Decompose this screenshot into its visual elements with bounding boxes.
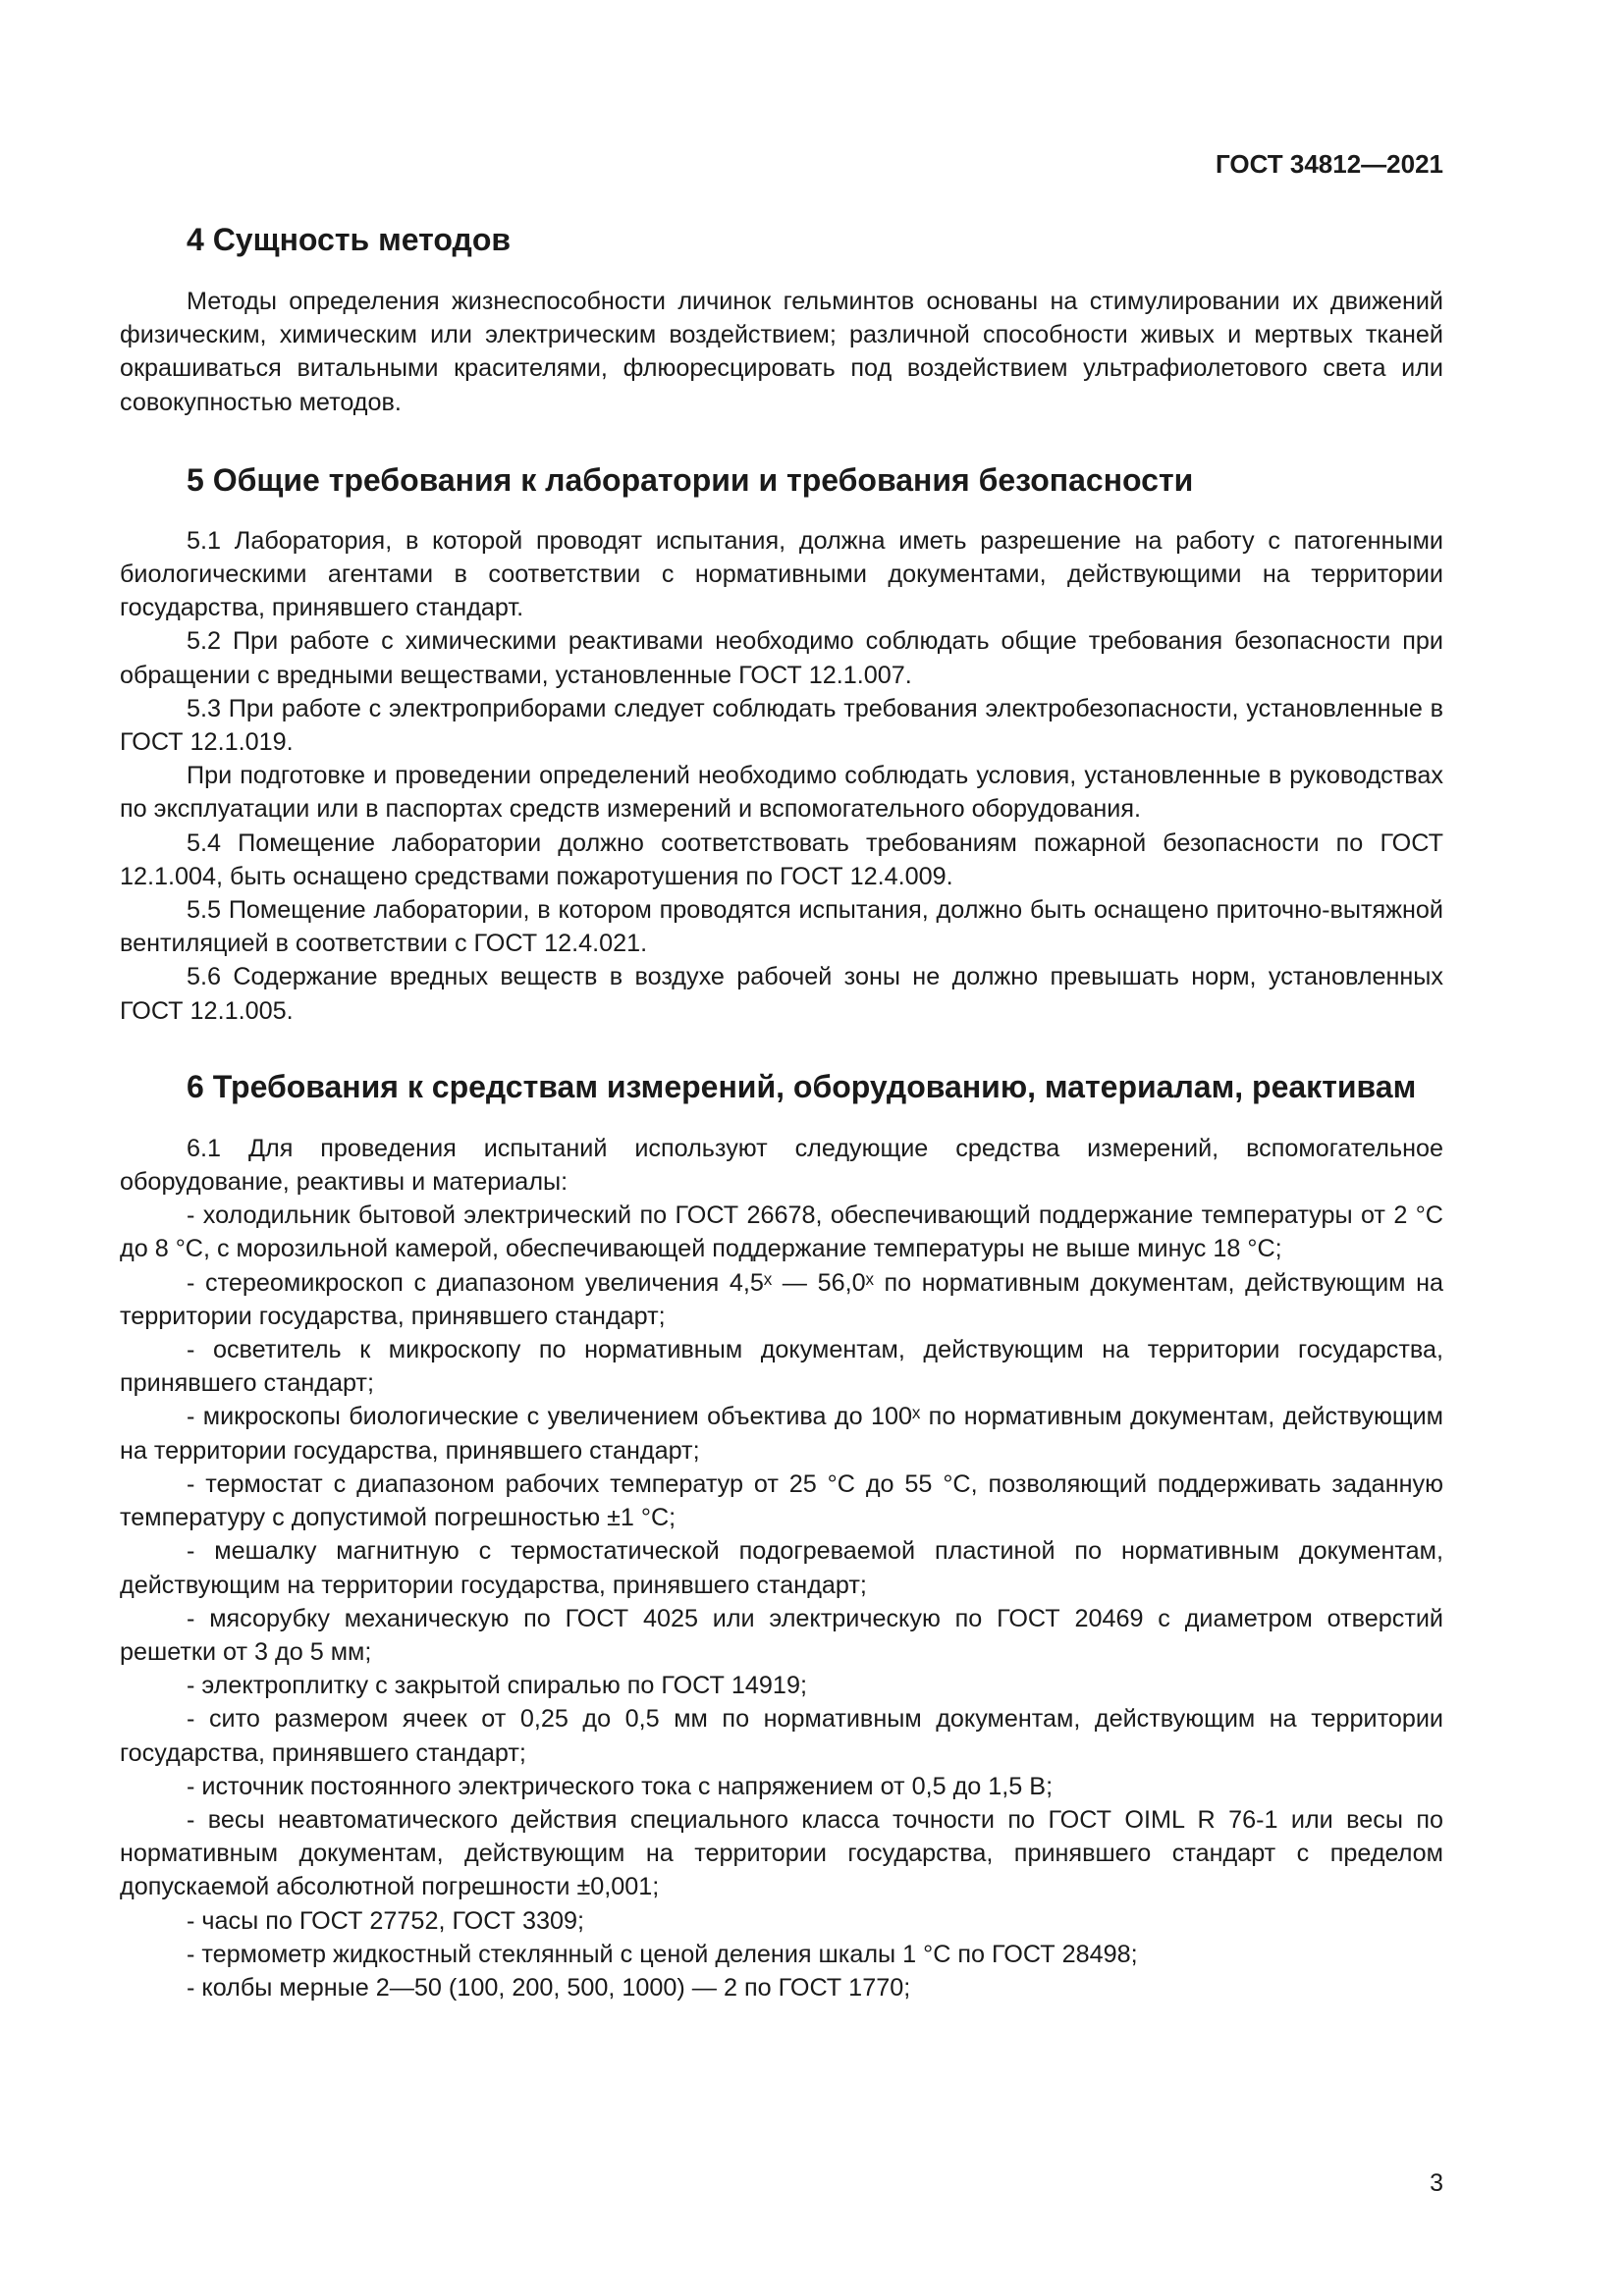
list-item: - часы по ГОСТ 27752, ГОСТ 3309; xyxy=(187,1906,585,1935)
page-number: 3 xyxy=(1430,2169,1443,2197)
list-item: - стереомикроскоп с диапазоном увеличения 4,5ˣ — 56,0ˣ по нормативным документам, действующим на территории государства, принявшего стандарт; xyxy=(120,1268,1443,1330)
list-item: - мешалку магнитную с термостатической подогреваемой пластиной по нормативным документам, действующим на территории государства, принявшего стандарт; xyxy=(120,1537,1443,1599)
paragraph-6-1: 6.1 Для проведения испытаний используют следующие средства измерений, вспомогательное оборудование, реактивы и материалы: xyxy=(120,1134,1443,1197)
paragraph-5-5: 5.5 Помещение лаборатории, в котором проводятся испытания, должно быть оснащено приточно-вытяжной вентиляцией в соответствии с ГОСТ 12.4.021. xyxy=(120,896,1443,958)
paragraph-5-1: 5.1 Лаборатория, в которой проводят испытания, должна иметь разрешение на работу с патогенными биологическими агентами в соответствии с нормативными документами, действующими на территории государства, принявшего стандарт. xyxy=(120,526,1443,622)
list-item: - термометр жидкостный стеклянный с ценой деления шкалы 1 °С по ГОСТ 28498; xyxy=(187,1940,1138,1968)
paragraph-5-3: 5.3 При работе с электроприборами следует соблюдать требования электробезопасности, установленные в ГОСТ 12.1.019. xyxy=(120,694,1443,757)
paragraph: При подготовке и проведении определений необходимо соблюдать условия, установленные в руководствах по эксплуатации или в паспортах средств измерений и вспомогательного оборудования. xyxy=(120,762,1443,824)
list-item: - микроскопы биологические с увеличением объектива до 100ˣ по нормативным документам, действующим на территории государства, принявшего стандарт; xyxy=(120,1403,1443,1465)
document-body xyxy=(120,220,1443,2004)
paragraph-5-4: 5.4 Помещение лаборатории должно соответствовать требованиям пожарной безопасности по ГОСТ 12.1.004, быть оснащено средствами пожаротушения по ГОСТ 12.4.009. xyxy=(120,828,1443,890)
list-item: - электроплитку с закрытой спиралью по ГОСТ 14919; xyxy=(187,1672,807,1700)
list-item: - осветитель к микроскопу по нормативным документам, действующим на территории государства, принявшего стандарт; xyxy=(120,1336,1443,1398)
paragraph-5-6: 5.6 Содержание вредных веществ в воздухе рабочей зоны не должно превышать норм, установленных ГОСТ 12.1.005. xyxy=(120,963,1443,1025)
paragraph-5-2: 5.2 При работе с химическими реактивами необходимо соблюдать общие требования безопасности при обращении с вредными веществами, установленные ГОСТ 12.1.007. xyxy=(120,627,1443,689)
list-item: - весы неавтоматического действия специального класса точности по ГОСТ OIML R 76-1 или весы по нормативным документам, действующим на территории государства, принявшего стандарт с пределом допускаемой абсолютной погрешности ±0,001; xyxy=(120,1805,1443,1901)
document-code: ГОСТ 34812—2021 xyxy=(1216,149,1443,179)
list-item: - термостат с диапазоном рабочих температур от 25 °С до 55 °С, позволяющий поддерживать заданную температуру с допустимой погрешностью ±1 °С; xyxy=(120,1469,1443,1532)
list-item: - колбы мерные 2—50 (100, 200, 500, 1000) — 2 по ГОСТ 1770; xyxy=(187,1973,911,2002)
section-heading-4: 4 Сущность методов xyxy=(187,222,512,257)
list-item: - сито размером ячеек от 0,25 до 0,5 мм по нормативным документам, действующим на территории государства, принявшего стандарт; xyxy=(120,1705,1443,1767)
section-heading-6: 6 Требования к средствам измерений, оборудованию, материалам, реактивам xyxy=(187,1068,1417,1104)
list-item: - мясорубку механическую по ГОСТ 4025 или электрическую по ГОСТ 20469 с диаметром отверстий решетки от 3 до 5 мм; xyxy=(120,1604,1443,1666)
section-heading-5: 5 Общие требования к лаборатории и требования безопасности xyxy=(187,461,1194,498)
list-item: - холодильник бытовой электрический по ГОСТ 26678, обеспечивающий поддержание температуры от 2 °С до 8 °С, с морозильной камерой, обеспечивающей поддержание температуры не выше минус 18 °С; xyxy=(120,1201,1443,1263)
list-item: - источник постоянного электрического тока с напряжением от 0,5 до 1,5 В; xyxy=(187,1772,1054,1800)
paragraph: Методы определения жизнеспособности личинок гельминтов основаны на стимулировании их движений физическим, химическим или электрическим воздействием; различной способности живых и мертвых тканей окрашиваться витальными красителями, флюоресцировать под воздействием ультрафиолетового света или совокупностью методов. xyxy=(120,288,1443,416)
